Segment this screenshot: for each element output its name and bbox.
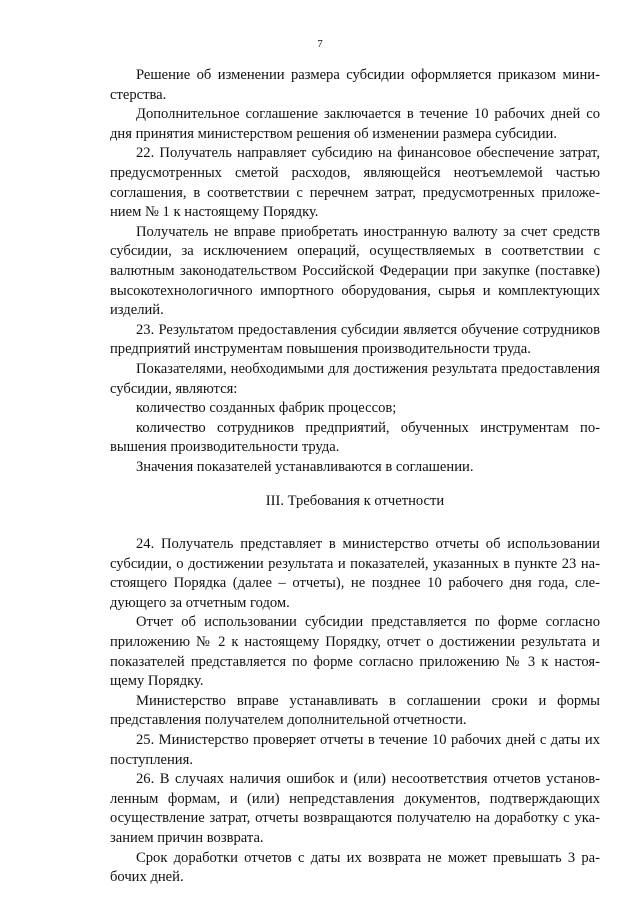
paragraph-additional-reporting: Министерство вправе устанавливать в соглашении сроки и формы представления получателем дополнительной отчетности. <box>110 692 600 729</box>
paragraph-currency-restriction: Получатель не вправе приобретать иностранную валюту за счет средств субсидии, за исключением операций, осуществляемых в соответствии с валютным законодательством Российской Федерации при закупке (поставке) высокотехнологичного импортного оборудования, сырья и комплектующих изделий. <box>110 223 600 319</box>
paragraph-clause-22: 22. Получатель направляет субсидию на финансовое обеспечение затрат, предусмотренных сметой расходов, являющейся неотъемлемой частью соглашения, в соответствии с перечнем затрат, предусмотренных приложением № 1 к настоящему Порядку. <box>110 145 600 221</box>
paragraph-revision-deadline: Срок доработки отчетов с даты их возврата не может превышать 3 рабочих дней. <box>110 849 600 886</box>
paragraph-clause-23: 23. Результатом предоставления субсидии является обучение сотрудников предприятий инструментам повышения производительности труда. <box>110 321 600 358</box>
paragraph-clause-24: 24. Получатель представляет в министерство отчеты об использовании субсидии, о достижении результата и показателей, указанных в пункте 23 настоящего Порядка (далее – отчеты), не позднее 10 рабочего дня года, следующего за отчетным годом. <box>110 536 600 611</box>
paragraph-indicator-values: Значения показателей устанавливаются в соглашении. <box>136 458 474 475</box>
paragraph-additional-agreement: Дополнительное соглашение заключается в течение 10 рабочих дней со дня принятия министерством решения об изменении размера субсидии. <box>110 106 600 142</box>
paragraph-report-forms: Отчет об использовании субсидии представляется по форме согласно приложению № 2 к настоящему Порядку, отчет о достижении результата и показателей представляется по форме согласно приложению № 3 к настоящему Порядку. <box>110 614 600 690</box>
list-item-trained-employees: количество сотрудников предприятий, обученных инструментам повышения производительности труда. <box>110 419 600 456</box>
page-number: 7 <box>317 38 323 50</box>
paragraph-clause-26: 26. В случаях наличия ошибок и (или) несоответствия отчетов установленным формам, и (или) непредставления документов, подтверждающих осуществление затрат, отчеты возвращаются получателю на доработку с указанием причин возврата. <box>110 771 600 846</box>
paragraph-order-decision: Решение об изменении размера субсидии оформляется приказом министерства. <box>110 67 600 103</box>
paragraph-clause-25: 25. Министерство проверяет отчеты в течение 10 рабочих дней с даты их поступления. <box>110 732 600 768</box>
section-title: III. Требования к отчетности <box>265 493 445 510</box>
list-item-process-factories: количество созданных фабрик процессов; <box>136 400 397 417</box>
paragraph-indicators-intro: Показателями, необходимыми для достижения результата предоставления субсидии, являются: <box>110 360 600 397</box>
document-body <box>110 66 600 888</box>
